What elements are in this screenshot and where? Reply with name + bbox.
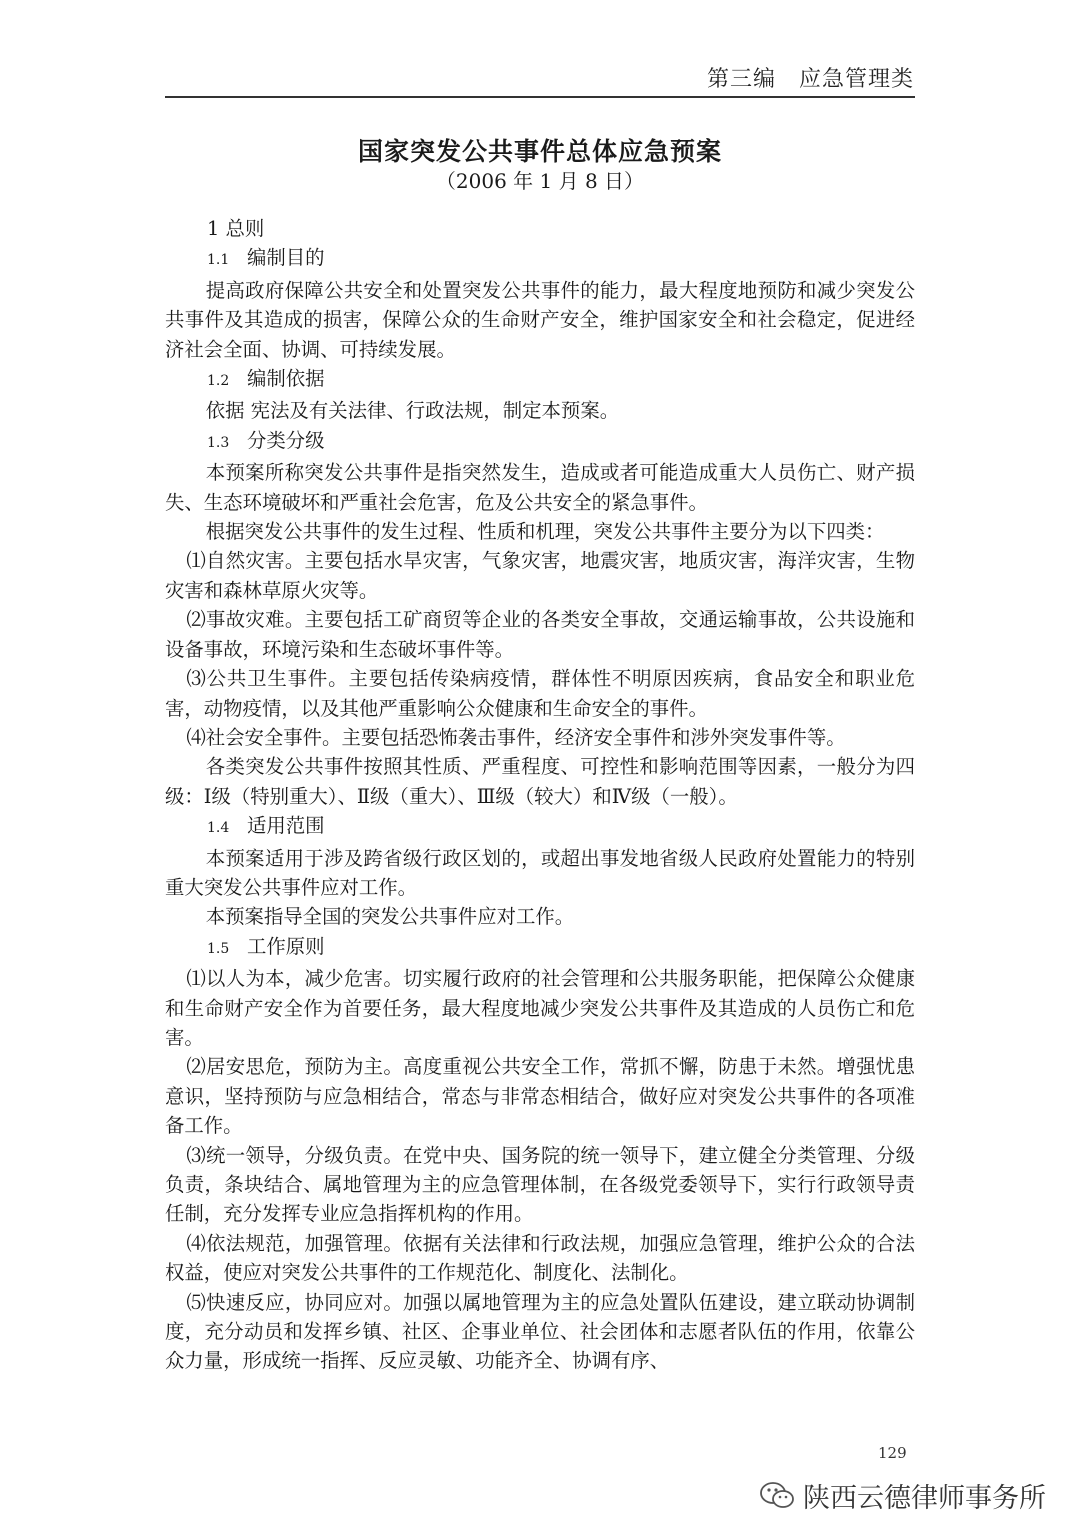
paragraph: 各类突发公共事件按照其性质、严重程度、可控性和影响范围等因素，一般分为四级：Ⅰ级（特别重大）、Ⅱ级（重大）、Ⅲ级（较大）和Ⅳ级（一般）。 <box>165 755 915 808</box>
list-item: ⑴自然灾害。主要包括水旱灾害，气象灾害，地震灾害，地质灾害，海洋灾害，生物灾害和森林草原火灾等。 <box>165 549 915 602</box>
list-item: ⑷依法规范，加强管理。依据有关法律和行政法规，加强应急管理，维护公众的合法权益，使应对突发公共事件的工作规范化、制度化、法制化。 <box>165 1231 915 1285</box>
paragraph: 提高政府保障公共安全和处置突发公共事件的能力，最大程度地预防和减少突发公共事件及其造成的损害，保障公众的生命财产安全，维护国家安全和社会稳定，促进经济社会全面、协调、可持续发展。 <box>165 278 915 361</box>
wechat-icon <box>759 1481 795 1511</box>
subsection-title: 编制目的 <box>247 246 325 270</box>
paragraph: 本预案指导全国的突发公共事件应对工作。 <box>205 905 575 929</box>
header-rule <box>165 96 915 98</box>
subsection-title: 适用范围 <box>247 814 325 838</box>
list-item: ⑶公共卫生事件。主要包括传染病疫情，群体性不明原因疾病，食品安全和职业危害，动物疫情，以及其他严重影响公众健康和生命安全的事件。 <box>165 667 915 720</box>
subsection-title: 编制依据 <box>247 367 325 391</box>
list-item: ⑵事故灾难。主要包括工矿商贸等企业的各类安全事故，交通运输事故，公共设施和设备事故，环境污染和生态破坏事件等。 <box>165 608 915 661</box>
subsection-heading <box>165 811 915 843</box>
subsection-number: 1.4 <box>207 820 230 837</box>
list-item: ⑷社会安全事件。主要包括恐怖袭击事件，经济安全事件和涉外突发事件等。 <box>186 725 846 749</box>
page-number: 129 <box>878 1444 907 1462</box>
list-item: ⑵居安思危，预防为主。高度重视公共安全工作，常抓不懈，防患于未然。增强忧患意识，坚持预防与应急相结合，常态与非常态相结合，做好应对突发公共事件的各项准备工作。 <box>165 1055 915 1138</box>
paragraph: 依据 宪法及有关法律、行政法规，制定本预案。 <box>205 399 620 423</box>
subsection-heading <box>165 243 915 275</box>
document-title: 国家突发公共事件总体应急预案 <box>357 137 722 166</box>
subsection-number: 1.3 <box>207 434 230 451</box>
subsection-number: 1.1 <box>207 252 230 269</box>
subsection-heading <box>165 426 915 458</box>
document-body <box>165 214 915 1376</box>
document-date: （2006 年 1 月 8 日） <box>435 169 645 193</box>
list-item: ⑸快速反应，协同应对。加强以属地管理为主的应急处置队伍建设，建立联动协调制度，充分动员和发挥乡镇、社区、企事业单位、社会团体和志愿者队伍的作用，依靠公众力量，形成统一指挥、反应灵敏、功能齐全、协调有序、 <box>165 1290 915 1373</box>
watermark <box>759 1476 1046 1515</box>
subsection-heading <box>165 364 915 396</box>
paragraph: 根据突发公共事件的发生过程、性质和机理，突发公共事件主要分为以下四类： <box>205 520 885 544</box>
subsection-title: 工作原则 <box>247 934 325 958</box>
section-heading: 1 总则 <box>207 217 265 240</box>
subsection-heading <box>165 932 915 964</box>
watermark-text: 陕西云德律师事务所 <box>803 1483 1046 1514</box>
paragraph: 本预案所称突发公共事件是指突然发生，造成或者可能造成重大人员伤亡、财产损失、生态环境破坏和严重社会危害，危及公共安全的紧急事件。 <box>165 461 915 514</box>
subsection-title: 分类分级 <box>247 428 325 452</box>
paragraph: 本预案适用于涉及跨省级行政区划的，或超出事发地省级人民政府处置能力的特别重大突发公共事件应对工作。 <box>165 846 915 899</box>
list-item: ⑶统一领导，分级负责。在党中央、国务院的统一领导下，建立健全分类管理、分级负责，条块结合、属地管理为主的应急管理体制，在各级党委领导下，实行行政领导责任制，充分发挥专业应急指挥机构的作用。 <box>165 1143 915 1226</box>
list-item: ⑴以人为本，减少危害。切实履行政府的社会管理和公共服务职能，把保障公众健康和生命财产安全作为首要任务，最大程度地减少突发公共事件及其造成的人员伤亡和危害。 <box>165 967 915 1049</box>
subsection-number: 1.2 <box>207 373 230 390</box>
running-header: 第三编 应急管理类 <box>706 67 914 92</box>
subsection-number: 1.5 <box>207 940 230 957</box>
